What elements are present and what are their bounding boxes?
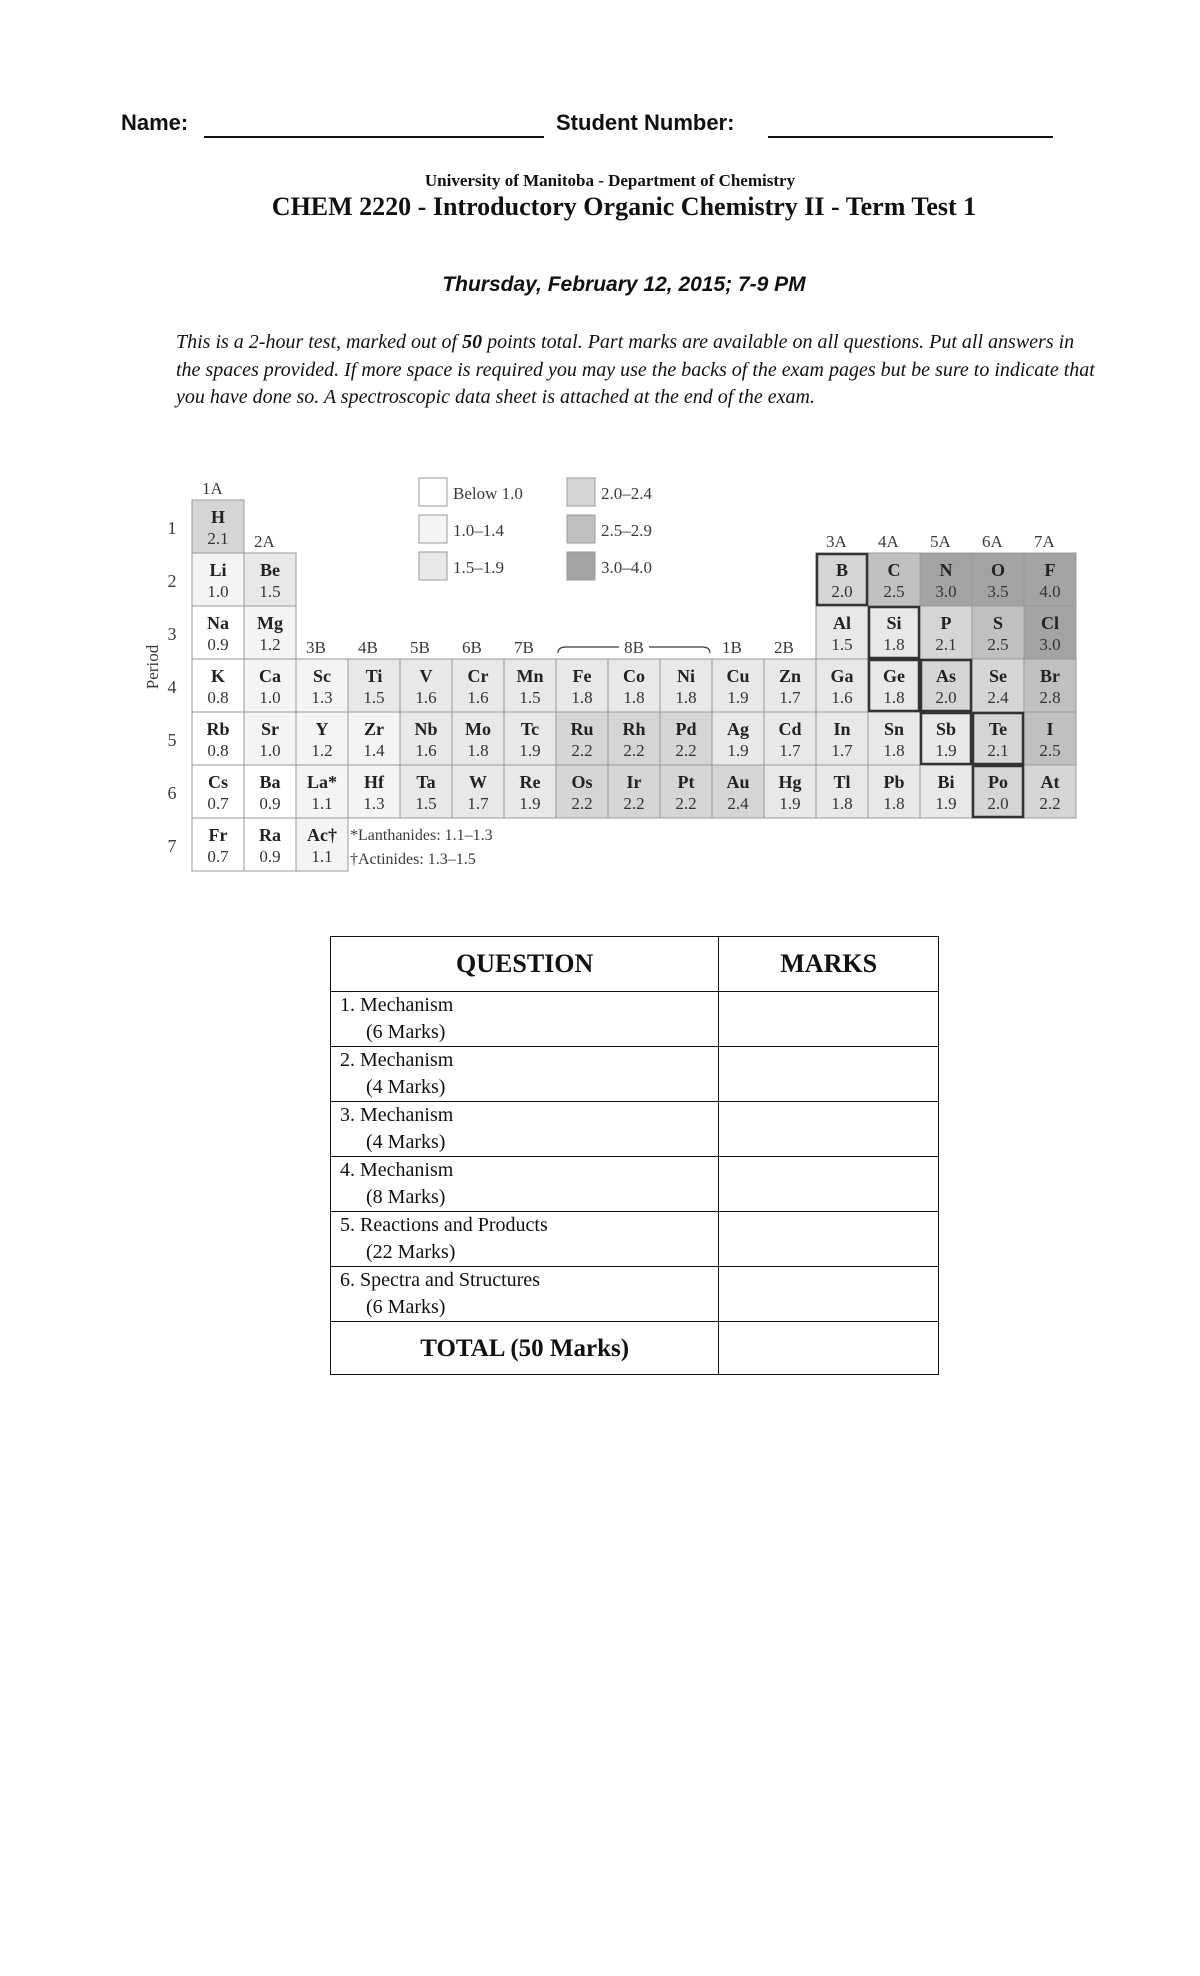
electronegativity-value: 1.9 — [727, 688, 749, 707]
electronegativity-value: 1.2 — [259, 635, 281, 654]
actinides-note: †Actinides: 1.3–1.5 — [350, 851, 476, 868]
mark-cell[interactable] — [719, 1157, 939, 1212]
electronegativity-value: 2.1 — [987, 741, 1009, 760]
electronegativity-value: 1.6 — [831, 688, 853, 707]
element-symbol: Al — [833, 613, 851, 633]
element-symbol: W — [469, 772, 487, 792]
element-symbol: Ga — [830, 666, 854, 686]
element-symbol: Po — [988, 772, 1008, 792]
element-symbol: Tc — [520, 719, 540, 739]
element-symbol: Mo — [465, 719, 491, 739]
electronegativity-value: 2.1 — [935, 635, 957, 654]
electronegativity-value: 0.8 — [207, 688, 229, 707]
element-symbol: Ba — [259, 772, 281, 792]
period-number: 2 — [167, 571, 177, 591]
element-symbol: F — [1044, 560, 1056, 580]
electronegativity-value: 2.8 — [1039, 688, 1061, 707]
element-symbol: Nb — [414, 719, 438, 739]
total-row — [331, 1322, 939, 1375]
electronegativity-value: 1.7 — [831, 741, 853, 760]
table-row — [331, 992, 939, 1047]
electronegativity-value: 1.1 — [311, 847, 333, 866]
electronegativity-value: 2.2 — [675, 794, 697, 813]
element-symbol: Re — [519, 772, 541, 792]
total-label: TOTAL (50 Marks) — [331, 1322, 719, 1375]
electronegativity-value: 2.5 — [1039, 741, 1061, 760]
question-title: 6. Spectra and Structures — [340, 1269, 540, 1291]
electronegativity-value: 1.9 — [935, 794, 957, 813]
question-points: (4 Marks) — [366, 1076, 446, 1098]
electronegativity-value: 1.6 — [415, 741, 437, 760]
legend-swatch — [419, 552, 447, 580]
legend-swatch — [567, 478, 595, 506]
element-symbol: Hg — [778, 772, 802, 792]
element-symbol: Mn — [516, 666, 544, 686]
course-title: CHEM 2220 - Introductory Organic Chemistry II - Term Test 1 — [271, 192, 977, 221]
electronegativity-value: 1.3 — [363, 794, 385, 813]
mark-cell[interactable] — [719, 1102, 939, 1157]
electronegativity-value: 2.4 — [987, 688, 1009, 707]
electronegativity-periodic-table — [140, 468, 1100, 878]
table-row — [331, 1102, 939, 1157]
element-symbol: Zr — [364, 719, 384, 739]
element-symbol: Si — [886, 613, 902, 633]
question-points: (6 Marks) — [366, 1296, 446, 1318]
group-label: 2A — [254, 532, 275, 551]
electronegativity-value: 1.5 — [831, 635, 853, 654]
electronegativity-value: 1.8 — [883, 635, 905, 654]
electronegativity-value: 2.2 — [623, 741, 645, 760]
mark-cell[interactable] — [719, 1047, 939, 1102]
marks-table-header — [331, 937, 939, 992]
element-symbol: O — [990, 560, 1006, 580]
element-symbol: Co — [623, 666, 645, 686]
legend-label: 2.0–2.4 — [601, 484, 652, 503]
electronegativity-value: 1.9 — [779, 794, 801, 813]
legend-label: Below 1.0 — [453, 484, 523, 503]
lanthanides-note: *Lanthanides: 1.1–1.3 — [350, 827, 493, 844]
question-title: 4. Mechanism — [340, 1159, 454, 1181]
group-8b-label: 8B — [624, 638, 644, 657]
electronegativity-value: 1.4 — [363, 741, 385, 760]
table-row — [331, 1267, 939, 1322]
electronegativity-value: 1.8 — [623, 688, 645, 707]
group-label: 3A — [826, 532, 847, 551]
element-symbol: Mg — [257, 613, 283, 633]
element-symbol: V — [419, 666, 433, 686]
element-symbol: Se — [989, 666, 1007, 686]
electronegativity-value: 1.5 — [363, 688, 385, 707]
element-symbol: Ca — [259, 666, 281, 686]
element-symbol: Bi — [937, 772, 955, 792]
electronegativity-value: 2.5 — [883, 582, 905, 601]
legend-swatch — [567, 515, 595, 543]
question-points: (22 Marks) — [366, 1241, 456, 1263]
period-axis-label: Period — [143, 644, 162, 690]
table-row — [331, 1157, 939, 1212]
element-symbol: Cr — [467, 666, 489, 686]
element-symbol: Sb — [935, 719, 957, 739]
group-label: 4A — [878, 532, 899, 551]
group-label: 3B — [306, 638, 326, 657]
electronegativity-value: 1.8 — [883, 741, 905, 760]
element-symbol: C — [887, 560, 901, 580]
legend-swatch — [567, 552, 595, 580]
legend-label: 2.5–2.9 — [601, 521, 652, 540]
electronegativity-value: 1.8 — [883, 794, 905, 813]
element-symbol: Pd — [675, 719, 697, 739]
question-points: (6 Marks) — [366, 1021, 446, 1043]
element-symbol: Br — [1040, 666, 1060, 686]
element-symbol: Zn — [778, 666, 802, 686]
electronegativity-value: 2.5 — [987, 635, 1009, 654]
electronegativity-value: 0.9 — [259, 794, 281, 813]
period-number: 4 — [167, 677, 177, 697]
group-label: 1A — [202, 479, 223, 498]
group-label: 6A — [982, 532, 1003, 551]
table-row — [331, 1047, 939, 1102]
legend-swatch — [419, 478, 447, 506]
group-label: 7A — [1034, 532, 1055, 551]
element-symbol: Fr — [208, 825, 228, 845]
instructions-part-2: points total. Part marks are available on all questions. Put all answers in the spaces provided. If more space is required you may use the backs of the exam pages but be sure to indicate that you have done so. A spectroscopic data sheet is attached at the end of the exam. — [176, 331, 1095, 408]
electronegativity-value: 1.8 — [831, 794, 853, 813]
element-symbol: Os — [571, 772, 593, 792]
element-symbol: Na — [207, 613, 229, 633]
electronegativity-value: 4.0 — [1039, 582, 1061, 601]
exam-date: Thursday, February 12, 2015; 7-9 PM — [442, 273, 806, 296]
electronegativity-value: 3.0 — [935, 582, 957, 601]
instructions-part-1: This is a 2-hour test, marked out of — [176, 331, 463, 353]
element-symbol: Au — [726, 772, 750, 792]
electronegativity-value: 1.8 — [883, 688, 905, 707]
table-row — [331, 1212, 939, 1267]
element-symbol: Ag — [727, 719, 749, 739]
electronegativity-value: 0.9 — [259, 847, 281, 866]
element-symbol: Cd — [778, 719, 802, 739]
electronegativity-value: 2.2 — [571, 794, 593, 813]
element-symbol: N — [939, 560, 953, 580]
element-symbol: Tl — [833, 772, 851, 792]
element-symbol: In — [833, 719, 851, 739]
element-symbol: Rb — [206, 719, 230, 739]
student-info-row — [121, 110, 1081, 140]
marks-table — [330, 936, 939, 1375]
group-label: 1B — [722, 638, 742, 657]
electronegativity-value: 1.9 — [519, 794, 541, 813]
electronegativity-value: 1.9 — [519, 741, 541, 760]
element-symbol: P — [940, 613, 952, 633]
element-symbol: Sn — [883, 719, 905, 739]
question-column-header: QUESTION — [331, 937, 719, 992]
electronegativity-value: 1.6 — [415, 688, 437, 707]
electronegativity-value: 3.5 — [987, 582, 1009, 601]
element-symbol: Sc — [313, 666, 331, 686]
electronegativity-value: 1.5 — [259, 582, 281, 601]
student-number-field[interactable] — [768, 136, 1053, 138]
electronegativity-value: 1.0 — [207, 582, 229, 601]
legend-label: 1.5–1.9 — [453, 558, 504, 577]
electronegativity-value: 2.2 — [571, 741, 593, 760]
electronegativity-value: 2.4 — [727, 794, 749, 813]
mark-cell[interactable] — [719, 1267, 939, 1322]
question-points: (8 Marks) — [366, 1186, 446, 1208]
electronegativity-value: 1.0 — [259, 688, 281, 707]
question-title: 5. Reactions and Products — [340, 1214, 548, 1236]
element-symbol: I — [1046, 719, 1054, 739]
group-label: 7B — [514, 638, 534, 657]
element-symbol: Ni — [677, 666, 695, 686]
electronegativity-value: 1.3 — [311, 688, 333, 707]
group-label: 5A — [930, 532, 951, 551]
legend-label: 3.0–4.0 — [601, 558, 652, 577]
element-symbol: Li — [209, 560, 227, 580]
electronegativity-value: 1.2 — [311, 741, 333, 760]
mark-cell[interactable] — [719, 992, 939, 1047]
element-symbol: Be — [260, 560, 280, 580]
element-symbol: Cu — [726, 666, 750, 686]
element-symbol: H — [210, 507, 226, 527]
element-symbol: Ra — [259, 825, 281, 845]
element-symbol: Pb — [883, 772, 905, 792]
element-symbol: Sr — [261, 719, 279, 739]
element-symbol: At — [1040, 772, 1060, 792]
element-symbol: Cl — [1041, 613, 1059, 633]
element-symbol: Rh — [622, 719, 646, 739]
marks-column-header: MARKS — [719, 937, 939, 992]
total-mark-cell[interactable] — [719, 1322, 939, 1375]
electronegativity-value: 1.0 — [259, 741, 281, 760]
question-points: (4 Marks) — [366, 1131, 446, 1153]
instructions — [176, 329, 1096, 412]
element-symbol: Cs — [207, 772, 229, 792]
electronegativity-value: 2.0 — [987, 794, 1009, 813]
element-symbol: Hf — [364, 772, 384, 792]
electronegativity-value: 1.8 — [675, 688, 697, 707]
electronegativity-value: 1.5 — [519, 688, 541, 707]
element-symbol: As — [935, 666, 957, 686]
electronegativity-value: 1.5 — [415, 794, 437, 813]
total-points: 50 — [462, 331, 483, 353]
element-symbol: Ru — [570, 719, 594, 739]
element-symbol: Ti — [365, 666, 383, 686]
mark-cell[interactable] — [719, 1212, 939, 1267]
group-label: 6B — [462, 638, 482, 657]
electronegativity-value: 1.9 — [727, 741, 749, 760]
element-symbol: Ta — [416, 772, 436, 792]
element-symbol: S — [992, 613, 1004, 633]
electronegativity-value: 1.8 — [571, 688, 593, 707]
element-symbol: La* — [306, 772, 338, 792]
electronegativity-value: 3.0 — [1039, 635, 1061, 654]
electronegativity-value: 1.7 — [467, 794, 489, 813]
element-symbol: K — [210, 666, 226, 686]
electronegativity-value: 0.7 — [207, 794, 229, 813]
electronegativity-value: 2.0 — [935, 688, 957, 707]
electronegativity-value: 1.1 — [311, 794, 333, 813]
period-number: 7 — [167, 836, 177, 856]
name-label: Name: — [121, 110, 189, 135]
period-number: 6 — [167, 783, 177, 803]
electronegativity-value: 0.7 — [207, 847, 229, 866]
electronegativity-value: 1.8 — [467, 741, 489, 760]
element-symbol: Ir — [626, 772, 642, 792]
electronegativity-value: 2.2 — [623, 794, 645, 813]
electronegativity-value: 2.2 — [1039, 794, 1061, 813]
question-title: 3. Mechanism — [340, 1104, 454, 1126]
element-symbol: Y — [315, 719, 329, 739]
group-label: 2B — [774, 638, 794, 657]
legend-label: 1.0–1.4 — [453, 521, 504, 540]
electronegativity-value: 1.7 — [779, 741, 801, 760]
period-number: 3 — [167, 624, 177, 644]
electronegativity-value: 0.8 — [207, 741, 229, 760]
period-number: 1 — [167, 518, 177, 538]
period-number: 5 — [167, 730, 177, 750]
legend-swatch — [419, 515, 447, 543]
university-heading: University of Manitoba - Department of Chemistry — [424, 171, 796, 190]
element-symbol: Ac† — [307, 825, 337, 845]
element-symbol: Fe — [572, 666, 592, 686]
electronegativity-value: 1.7 — [779, 688, 801, 707]
electronegativity-value: 2.0 — [831, 582, 853, 601]
element-symbol: Ge — [883, 666, 905, 686]
name-field[interactable] — [204, 136, 544, 138]
electronegativity-value: 2.2 — [675, 741, 697, 760]
element-symbol: B — [835, 560, 849, 580]
element-symbol: Te — [988, 719, 1008, 739]
question-title: 2. Mechanism — [340, 1049, 454, 1071]
electronegativity-value: 0.9 — [207, 635, 229, 654]
group-label: 5B — [410, 638, 430, 657]
element-symbol: Pt — [677, 772, 695, 792]
electronegativity-value: 1.6 — [467, 688, 489, 707]
question-title: 1. Mechanism — [340, 994, 454, 1016]
student-number-label: Student Number: — [556, 110, 735, 135]
electronegativity-value: 2.1 — [207, 529, 229, 548]
electronegativity-value: 1.9 — [935, 741, 957, 760]
group-label: 4B — [358, 638, 378, 657]
